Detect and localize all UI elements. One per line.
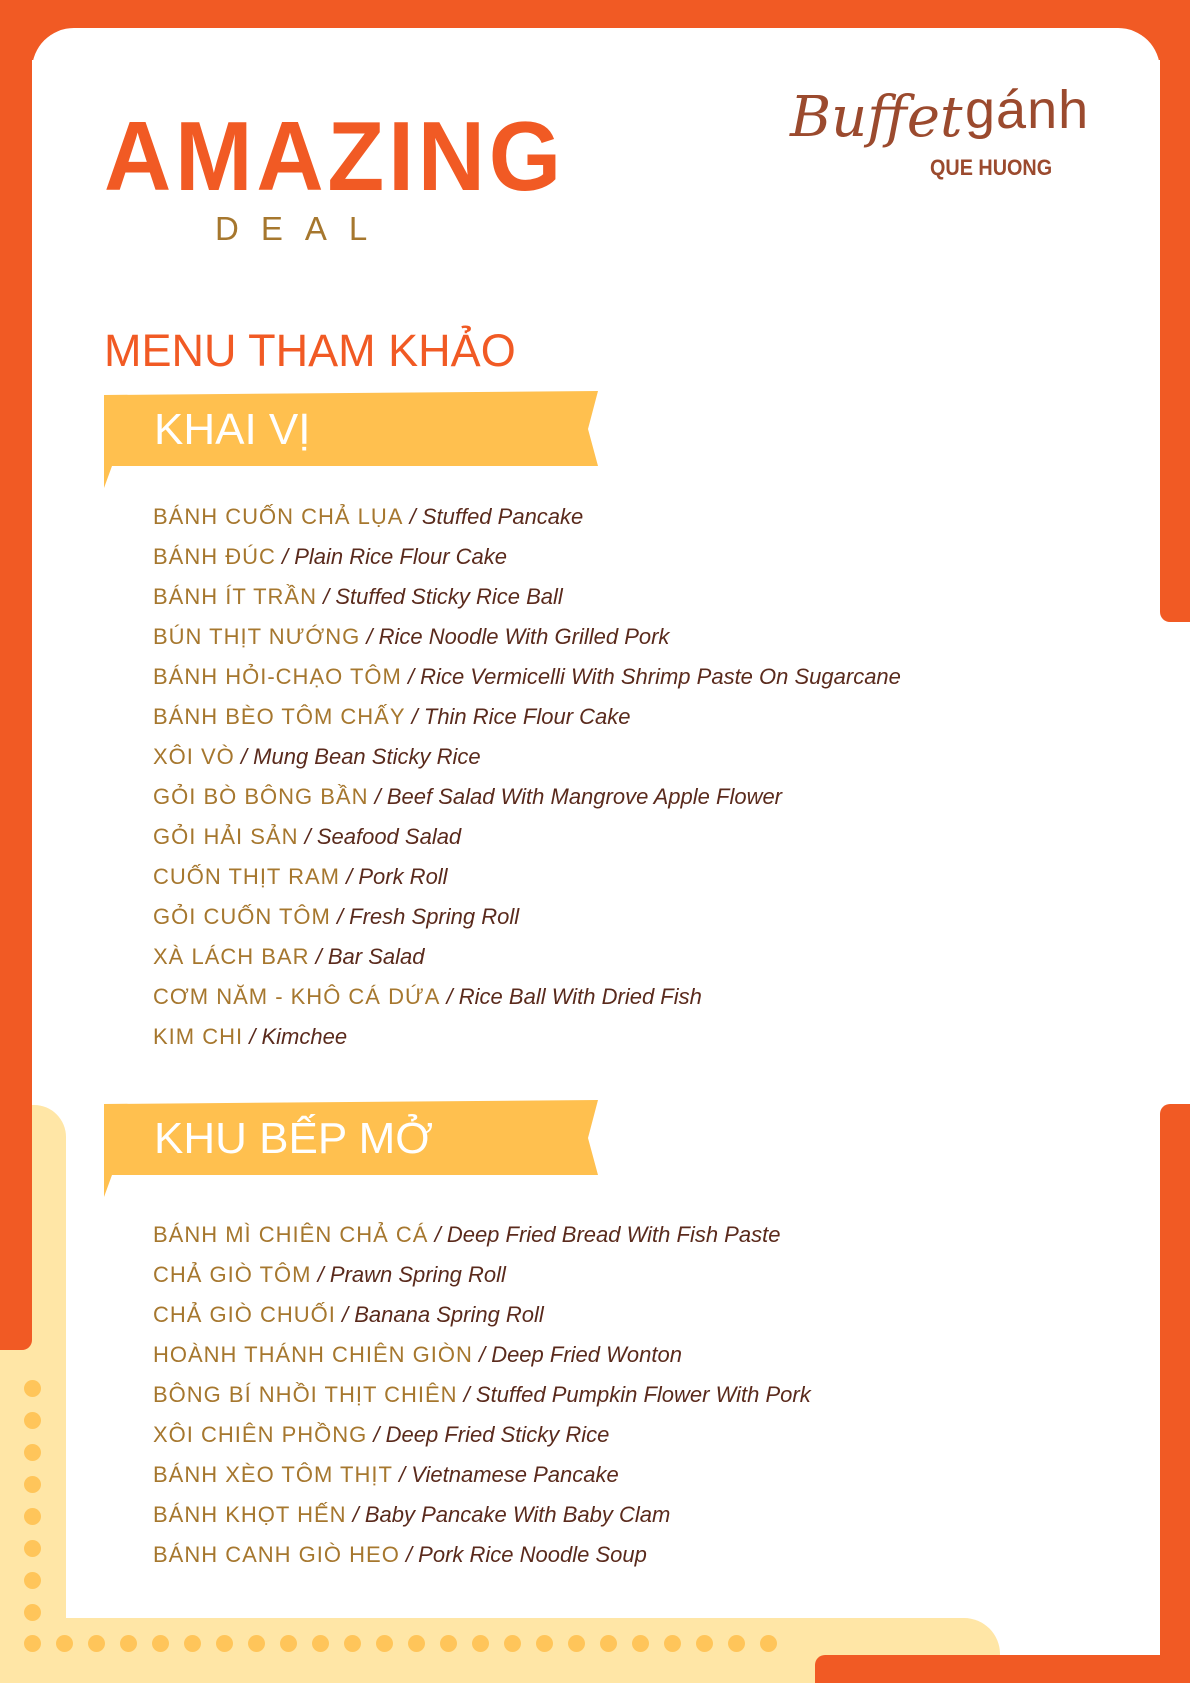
- dish-name-en: / Stuffed Pumpkin Flower With Pork: [457, 1382, 811, 1407]
- dot: [536, 1635, 553, 1652]
- dish-translation: Kimchee: [261, 1024, 348, 1049]
- frame-right-bottom: [1160, 1104, 1190, 1683]
- dot: [504, 1635, 521, 1652]
- dot: [600, 1635, 617, 1652]
- dish-name-vi: CƠM NĂM - KHÔ CÁ DỨA: [153, 984, 441, 1009]
- dish-name-en: / Deep Fried Bread With Fish Paste: [428, 1222, 781, 1247]
- menu-item: [153, 742, 901, 782]
- menu-item: [153, 1022, 901, 1062]
- section-banner-khu-bep-mo: [104, 1100, 598, 1197]
- dot: [152, 1635, 169, 1652]
- dot: [280, 1635, 297, 1652]
- dish-translation: Thin Rice Flour Cake: [423, 704, 631, 729]
- dot: [728, 1635, 745, 1652]
- dish-name-vi: CHẢ GIÒ CHUỐI: [153, 1302, 336, 1327]
- dot: [24, 1476, 41, 1493]
- dish-translation: Prawn Spring Roll: [329, 1262, 506, 1287]
- menu-item: [153, 662, 901, 702]
- dish-name-vi: CHẢ GIÒ TÔM: [153, 1262, 312, 1287]
- dish-name-vi: KIM CHI: [153, 1024, 244, 1049]
- menu-title: MENU THAM KHẢO: [104, 325, 516, 376]
- dish-name-vi: BÁNH HỎI-CHẠO TÔM: [153, 664, 402, 689]
- dish-name-en: / Mung Bean Sticky Rice: [234, 744, 481, 769]
- dish-name-en: / Deep Fried Sticky Rice: [367, 1422, 610, 1447]
- dot: [24, 1412, 41, 1429]
- dish-translation: Plain Rice Flour Cake: [294, 544, 507, 569]
- menu-item: [153, 1260, 811, 1300]
- dish-name-en: / Rice Vermicelli With Shrimp Paste On Sugarcane: [401, 664, 901, 689]
- dish-name-en: / Seafood Salad: [298, 824, 462, 849]
- menu-item: [153, 1420, 811, 1460]
- section-title: KHAI VỊ: [154, 405, 311, 454]
- menu-item: [153, 942, 901, 982]
- card-corner: [1000, 1560, 1160, 1655]
- dot: [472, 1635, 489, 1652]
- dish-name-en: / Stuffed Sticky Rice Ball: [317, 584, 563, 609]
- dot: [568, 1635, 585, 1652]
- menu-item: [153, 1300, 811, 1340]
- dot: [184, 1635, 201, 1652]
- dot: [24, 1444, 41, 1461]
- section-title: KHU BẾP MỞ: [154, 1114, 433, 1163]
- menu-item: [153, 1500, 811, 1540]
- dot: [56, 1635, 73, 1652]
- dish-translation: Deep Fried Bread With Fish Paste: [446, 1222, 781, 1247]
- promo-title: AMAZING: [104, 101, 566, 211]
- menu-item: [153, 902, 901, 942]
- dish-name-en: / Thin Rice Flour Cake: [405, 704, 631, 729]
- dish-translation: Pork Rice Noodle Soup: [418, 1542, 647, 1567]
- dish-name-en: / Rice Noodle With Grilled Pork: [360, 624, 670, 649]
- dish-translation: Stuffed Pumpkin Flower With Pork: [475, 1382, 811, 1407]
- dish-name-vi: GỎI CUỐN TÔM: [153, 904, 331, 929]
- dish-translation: Beef Salad With Mangrove Apple Flower: [386, 784, 783, 809]
- dish-translation: Mung Bean Sticky Rice: [253, 744, 481, 769]
- dish-translation: Deep Fried Wonton: [491, 1342, 682, 1367]
- dish-translation: Stuffed Pancake: [421, 504, 584, 529]
- dish-name-vi: HOÀNH THÁNH CHIÊN GIÒN: [153, 1342, 473, 1367]
- dish-translation: Pork Roll: [358, 864, 448, 889]
- dish-name-vi: BÁNH CANH GIÒ HEO: [153, 1542, 400, 1567]
- logo-script: Buffet: [790, 85, 963, 150]
- dish-translation: Rice Ball With Dried Fish: [458, 984, 702, 1009]
- menu-item: [153, 1460, 811, 1500]
- dish-name-en: / Pork Rice Noodle Soup: [399, 1542, 647, 1567]
- dish-name-en: / Deep Fried Wonton: [472, 1342, 682, 1367]
- dish-name-en: / Stuffed Pancake: [403, 504, 584, 529]
- dish-name-vi: BÚN THỊT NƯỚNG: [153, 624, 361, 649]
- dish-translation: Bar Salad: [327, 944, 425, 969]
- logo-sub: QUE HUONG: [930, 155, 1053, 180]
- menu-item: [153, 982, 901, 1022]
- menu-item: [153, 862, 901, 902]
- dish-name-vi: GỎI HẢI SẢN: [153, 824, 299, 849]
- dot: [120, 1635, 137, 1652]
- dish-name-vi: XÔI VÒ: [153, 744, 235, 769]
- dot: [24, 1604, 41, 1621]
- dish-name-vi: XÔI CHIÊN PHỒNG: [153, 1422, 368, 1447]
- dish-name-en: / Prawn Spring Roll: [311, 1262, 506, 1287]
- dish-translation: Stuffed Sticky Rice Ball: [335, 584, 563, 609]
- dish-translation: Banana Spring Roll: [354, 1302, 544, 1327]
- dot: [88, 1635, 105, 1652]
- dot: [312, 1635, 329, 1652]
- frame-bottom: [815, 1655, 1190, 1683]
- logo-name: gánh: [965, 80, 1090, 140]
- dish-name-en: / Beef Salad With Mangrove Apple Flower: [368, 784, 783, 809]
- dish-name-en: / Baby Pancake With Baby Clam: [346, 1502, 671, 1527]
- dish-translation: Fresh Spring Roll: [349, 904, 520, 929]
- dish-name-en: / Kimchee: [243, 1024, 348, 1049]
- dish-name-vi: BÁNH ÍT TRẦN: [153, 584, 317, 609]
- menu-item: [153, 502, 901, 542]
- dish-name-vi: CUỐN THỊT RAM: [153, 864, 340, 889]
- menu-list-khai-vi: [153, 502, 901, 1062]
- menu-item: [153, 542, 901, 582]
- menu-item: [153, 1380, 811, 1420]
- dot: [216, 1635, 233, 1652]
- dot: [24, 1572, 41, 1589]
- dish-translation: Deep Fried Sticky Rice: [385, 1422, 610, 1447]
- dish-name-vi: GỎI BÒ BÔNG BẦN: [153, 784, 369, 809]
- menu-item: [153, 1340, 811, 1380]
- menu-item: [153, 702, 901, 742]
- menu-item: [153, 782, 901, 822]
- menu-item: [153, 1220, 811, 1260]
- dish-name-en: / Rice Ball With Dried Fish: [440, 984, 702, 1009]
- dot: [24, 1635, 41, 1652]
- dot: [696, 1635, 713, 1652]
- dot: [344, 1635, 361, 1652]
- dish-name-vi: BÁNH ĐÚC: [153, 544, 276, 569]
- dish-name-vi: BÔNG BÍ NHỒI THỊT CHIÊN: [153, 1382, 458, 1407]
- dish-name-vi: BÁNH BÈO TÔM CHẤY: [153, 704, 406, 729]
- menu-item: [153, 822, 901, 862]
- dish-translation: Rice Noodle With Grilled Pork: [378, 624, 670, 649]
- dot: [24, 1380, 41, 1397]
- menu-list-khu-bep-mo: [153, 1220, 811, 1580]
- promo-subtitle: DEAL: [215, 210, 390, 247]
- dot: [632, 1635, 649, 1652]
- dish-name-vi: BÁNH XÈO TÔM THỊT: [153, 1462, 393, 1487]
- dish-name-en: / Pork Roll: [339, 864, 448, 889]
- section-banner-khai-vi: [104, 391, 598, 488]
- dish-name-vi: XÀ LÁCH BAR: [153, 944, 310, 969]
- dish-name-en: / Vietnamese Pancake: [392, 1462, 619, 1487]
- dish-name-vi: BÁNH CUỐN CHẢ LỤA: [153, 504, 404, 529]
- menu-item: [153, 622, 901, 662]
- dot: [664, 1635, 681, 1652]
- dish-translation: Baby Pancake With Baby Clam: [364, 1502, 671, 1527]
- dish-name-vi: BÁNH MÌ CHIÊN CHẢ CÁ: [153, 1222, 429, 1247]
- dish-translation: Vietnamese Pancake: [411, 1462, 619, 1487]
- menu-item: [153, 1540, 811, 1580]
- dot: [24, 1508, 41, 1525]
- dot: [760, 1635, 777, 1652]
- dot: [248, 1635, 265, 1652]
- dish-translation: Rice Vermicelli With Shrimp Paste On Sugarcane: [420, 664, 901, 689]
- dish-name-en: / Banana Spring Roll: [335, 1302, 544, 1327]
- dish-name-en: / Fresh Spring Roll: [330, 904, 520, 929]
- dish-translation: Seafood Salad: [316, 824, 462, 849]
- dot: [376, 1635, 393, 1652]
- brand-logo: [790, 80, 1110, 195]
- dot: [408, 1635, 425, 1652]
- frame-right-top: [1160, 0, 1190, 622]
- dot: [440, 1635, 457, 1652]
- dish-name-en: / Bar Salad: [309, 944, 425, 969]
- frame-left-lower: [0, 1105, 32, 1350]
- dish-name-en: / Plain Rice Flour Cake: [275, 544, 507, 569]
- menu-item: [153, 582, 901, 622]
- dot: [24, 1540, 41, 1557]
- dish-name-vi: BÁNH KHỌT HẾN: [153, 1502, 347, 1527]
